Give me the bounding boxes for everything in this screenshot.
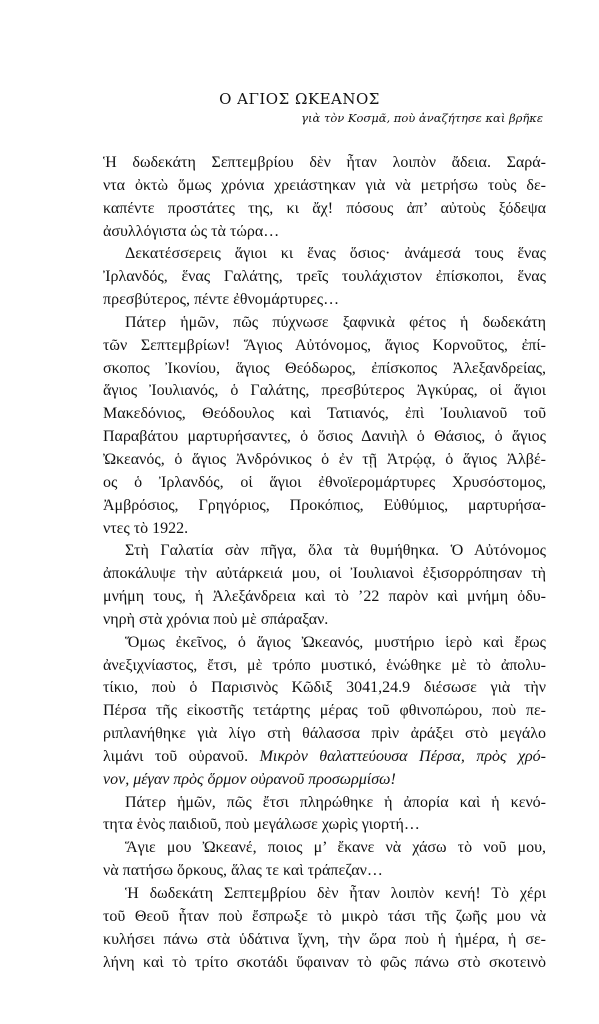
text-line: Μακεδόνιος, Θεόδουλος καὶ Τατιανός, ἐπὶ Ἰουλιανοῦ τοῦ — [103, 405, 546, 423]
text-line: Πάτερ ἡμῶν, πῶς ἔτσι πληρώθηκε ἡ ἀπορία καὶ ἡ κενό- — [125, 793, 546, 811]
text-line: τητα ἑνὸς παιδιοῦ, ποὺ μεγάλωσε χωρὶς γιορτή… — [103, 816, 420, 834]
text-line: σκοπος Ἰκονίου, ἅγιος Θεόδωρος, ἐπίσκοπος Ἀλεξανδρείας, — [103, 359, 546, 377]
text-line — [103, 746, 546, 769]
text-line: ριπλανήθηκε γιὰ λίγο στὴ θάλασσα πρὶν ἀράξει στὸ μεγάλο — [103, 725, 546, 743]
text-line: μνήμη τους, ἡ Ἀλεξάνδρεια καὶ τὸ ’22 παρὸν καὶ μνήμη ὀδυ- — [103, 588, 546, 606]
text-line: Ὠκεανός, ὁ ἅγιος Ἀνδρόνικος ὁ ἐν τῇ Ἀτρῴᾳ, ὁ ἅγιος Ἀλβέ- — [103, 450, 546, 468]
text-line: ντες τὸ 1922. — [103, 519, 189, 537]
text-line: ἀνεξιχνίαστος, ἔτσι, μὲ τρόπο μυστικό, ἑνώθηκε μὲ τὸ ἀπολυ- — [103, 656, 546, 674]
text-line: Ἡ δωδεκάτη Σεπτεμβρίου δὲν ἦταν λοιπὸν κενή! Τὸ χέρι — [125, 885, 546, 902]
text-line: τῶν Σεπτεμβρίων! Ἅγιος Αὐτόνομος, ἅγιος Κορνοῦτος, ἐπί- — [103, 336, 546, 354]
text-line: Ὅμως ἐκεῖνος, ὁ ἅγιος Ὠκεανός, μυστήριο ἱερὸ καὶ ἔρως — [125, 633, 546, 651]
italic-verse: νον, μέγαν πρὸς ὅρμον οὐρανοῦ προσωρμίσω! — [103, 770, 396, 788]
text-line: Ἀμβρόσιος, Γρηγόριος, Προκόπιος, Εὐθύμιος, μαρτυρήσα- — [103, 496, 546, 514]
text-line: Ἅγιε μου Ὠκεανέ, ποιος μ’ ἔκανε νὰ χάσω τὸ νοῦ μου, — [125, 839, 546, 857]
text-line: ἀσυλλόγιστα ὡς τὰ τώρα… — [103, 222, 280, 240]
text-line: Παραβάτου μαρτυρήσαντες, ὁ ὅσιος Δανιὴλ ὁ Θάσιος, ὁ ἅγιος — [103, 428, 546, 446]
text-line: νὰ πατήσω ὅρκους, ἅλας τε καὶ τράπεζαν… — [103, 862, 383, 880]
text-line: ος ὁ Ἰρλανδός, οἱ ἅγιοι ἐθνοϊερομάρτυρες Χρυσόστομος, — [103, 473, 546, 491]
text-line: Πέρσα τῆς εἰκοστῆς τετάρτης μέρας τοῦ φθινοπώρου, ποὺ πε- — [103, 702, 546, 720]
text-fragment: λιμάνι τοῦ οὐρανοῦ. — [103, 747, 249, 765]
text-line: Στὴ Γαλατία σὰν πῆγα, ὅλα τὰ θυμήθηκα. Ὁ Αὐτόνομος — [125, 542, 546, 560]
text-line: κυλήσει πάνω στὰ ὑδάτινα ἴχνη, τὴν ὥρα ποὺ ἡ ἡμέρα, ἡ σε- — [103, 930, 546, 948]
text-line: Ἡ δωδεκάτη Σεπτεμβρίου δὲν ἦταν λοιπὸν ἄδεια. Σαρά- — [103, 154, 546, 171]
dedication: γιὰ τὸν Κοσμᾶ, ποὺ ἀναζήτησε καὶ βρῆκε — [301, 111, 543, 125]
italic-verse: Μικρὸν θαλαττεύουσα Πέρσα, πρὸς χρό- — [259, 747, 547, 765]
text-line: λήνη καὶ τὸ τρίτο σκοτάδι ὕφαιναν τὸ φῶς πάνω στὸ σκοτεινὸ — [103, 953, 546, 971]
text-line: Πάτερ ἡμῶν, πῶς πύχνωσε ξαφνικὰ φέτος ἡ δωδεκάτη — [125, 313, 546, 331]
text-line: τίκιο, ποὺ ὁ Παρισινὸς Κῶδιξ 3041,24.9 διέσωσε γιὰ τὴν — [103, 679, 546, 697]
text-line — [103, 769, 546, 792]
text-line: ἀποκάλυψε τὴν αὐτάρκειά μου, οἱ Ἰουλιανοὶ ἐξισορρόπησαν τὴ — [103, 565, 546, 583]
text-line: ντα ὀκτὼ ὅμως χρόνια χρειάστηκαν γιὰ νὰ μετρήσω τοὺς δε- — [103, 176, 546, 194]
text-line: Δεκατέσσερεις ἅγιοι κι ἕνας ὅσιος· ἀνάμεσά τους ἕνας — [125, 245, 546, 263]
text-line: Ἰρλανδός, ἕνας Γαλάτης, τρεῖς τουλάχιστον ἐπίσκοποι, ἕνας — [103, 268, 546, 286]
text-line: νηρὴ στὰ χρόνια ποὺ μὲ σπάραξαν. — [103, 610, 329, 628]
poem-title: Ο ΑΓΙΟΣ ΩΚΕΑΝΟΣ — [219, 90, 380, 108]
body-text — [103, 152, 546, 974]
text-line: ἅγιος Ἰουλιανός, ὁ Γαλάτης, πρεσβύτερος Ἀγκύρας, οἱ ἅγιοι — [103, 382, 546, 400]
text-line: καπέντε προστάτες της, κι ἄχ! πόσους ἀπ’ αὐτοὺς ξόδεψα — [103, 199, 546, 217]
text-line: πρεσβύτερος, πέντε ἐθνομάρτυρες… — [103, 291, 340, 309]
text-line: τοῦ Θεοῦ ἦταν ποὺ ἔσπρωξε τὸ μικρὸ τάσι τῆς ζωῆς μου νὰ — [103, 907, 546, 925]
